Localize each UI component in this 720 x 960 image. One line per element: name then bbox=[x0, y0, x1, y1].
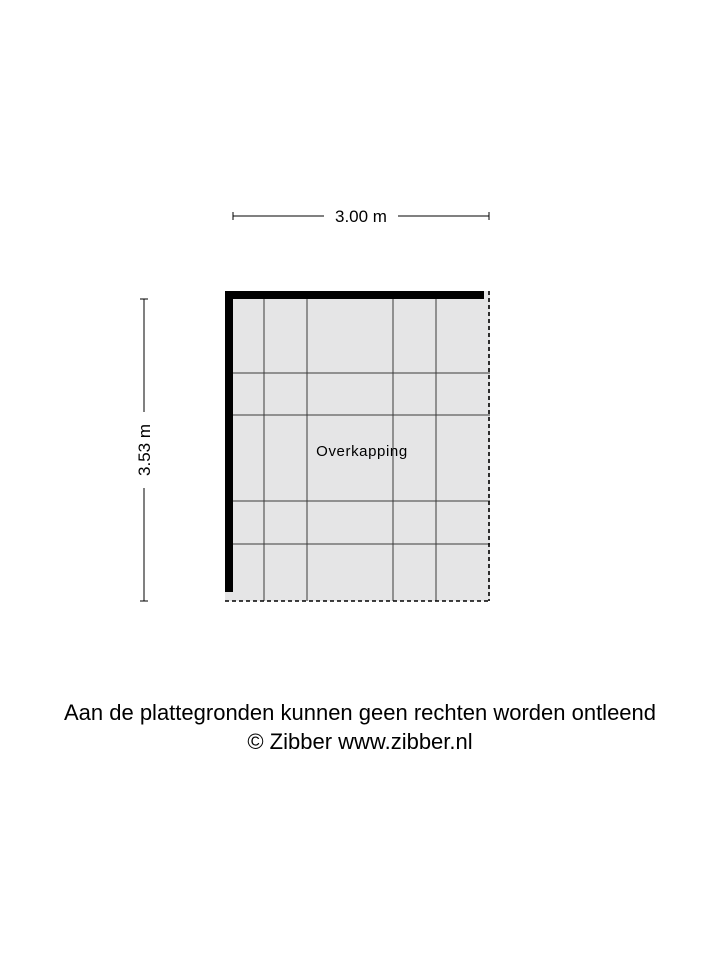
wall-top bbox=[225, 291, 484, 299]
height-dimension-label: 3.53 m bbox=[135, 424, 154, 476]
width-dimension-label: 3.00 m bbox=[335, 207, 387, 226]
wall-left bbox=[225, 291, 233, 592]
copyright-text: © Zibber www.zibber.nl bbox=[247, 729, 473, 754]
disclaimer-text: Aan de plattegronden kunnen geen rechten worden ontleend bbox=[63, 700, 657, 725]
room-label: Overkapping bbox=[316, 443, 408, 460]
